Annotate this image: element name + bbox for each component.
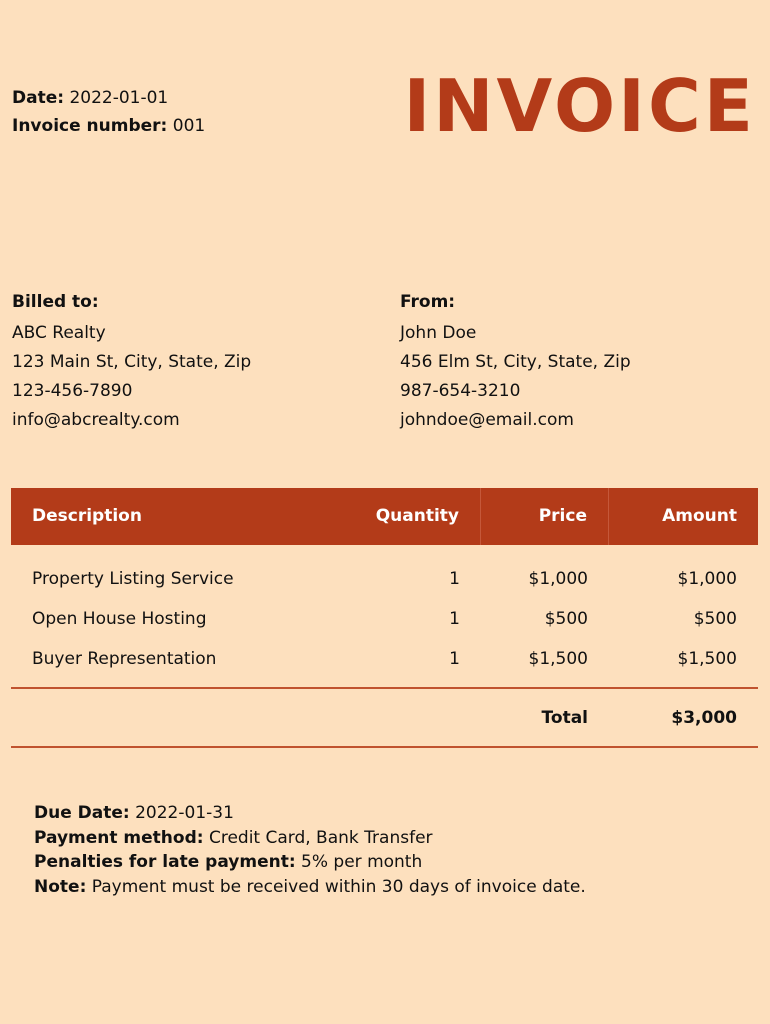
invoice-number-label: Invoice number:: [12, 116, 168, 136]
table-body: [11, 545, 758, 679]
note-label: Note:: [34, 876, 87, 897]
penalties-value: 5% per month: [301, 852, 423, 872]
from-name: John Doe: [400, 323, 477, 343]
due-date-value: 2022-01-31: [135, 803, 234, 823]
billed-to-address: 123 Main St, City, State, Zip: [12, 352, 252, 372]
date-label: Date:: [12, 88, 65, 108]
cell-quantity: 1: [449, 649, 460, 669]
column-header-description: Description: [32, 506, 142, 526]
column-header-price: Price: [481, 488, 609, 545]
cell-price: $500: [544, 609, 588, 629]
cell-price: $1,500: [528, 649, 588, 669]
cell-quantity: 1: [449, 569, 460, 589]
invoice-number-value: 001: [172, 116, 206, 136]
cell-description: Open House Hosting: [32, 609, 207, 629]
billed-to-email: info@abcrealty.com: [12, 410, 180, 430]
billed-to-name: ABC Realty: [12, 323, 106, 343]
total-row: [11, 689, 758, 746]
table-row: [11, 559, 758, 599]
date-line: [12, 84, 205, 112]
total-divider-bottom: [11, 746, 758, 748]
payment-method-label: Payment method:: [34, 827, 204, 848]
line-items-table: [11, 488, 758, 748]
total-label: Total: [541, 707, 588, 728]
cell-quantity: 1: [449, 609, 460, 629]
payment-method-value: Credit Card, Bank Transfer: [208, 827, 433, 848]
from-phone: 987-654-3210: [400, 381, 521, 401]
cell-price: $1,000: [528, 569, 588, 589]
table-header: [11, 488, 758, 545]
date-value: 2022-01-01: [69, 88, 169, 108]
cell-amount: $1,500: [677, 649, 737, 669]
cell-amount: $500: [693, 609, 737, 629]
billed-to-block: [12, 288, 251, 435]
billed-to-phone: 123-456-7890: [12, 381, 133, 401]
penalties-label: Penalties for late payment:: [34, 852, 296, 872]
invoice-meta: [12, 84, 205, 140]
from-heading: From:: [400, 292, 456, 312]
from-address: 456 Elm St, City, State, Zip: [400, 352, 631, 372]
column-header-quantity: Quantity: [331, 488, 481, 545]
payment-notes: [34, 801, 586, 899]
penalties-line: [34, 850, 586, 875]
invoice-number-line: [12, 112, 205, 140]
cell-description: Buyer Representation: [32, 649, 217, 669]
note-line: [34, 875, 586, 900]
cell-description: Property Listing Service: [32, 569, 234, 589]
billed-to-heading: Billed to:: [12, 292, 99, 312]
from-block: [400, 288, 631, 435]
table-row: [11, 599, 758, 639]
payment-method-line: [34, 826, 586, 851]
due-date-label: Due Date:: [34, 803, 130, 823]
table-row: [11, 639, 758, 679]
cell-amount: $1,000: [677, 569, 737, 589]
note-value: Payment must be received within 30 days of invoice date.: [91, 876, 586, 897]
column-header-amount: Amount: [662, 506, 737, 526]
from-email: johndoe@email.com: [400, 410, 574, 430]
due-date-line: [34, 801, 586, 826]
invoice-title: INVOICE: [403, 64, 756, 148]
total-value: $3,000: [671, 707, 737, 728]
